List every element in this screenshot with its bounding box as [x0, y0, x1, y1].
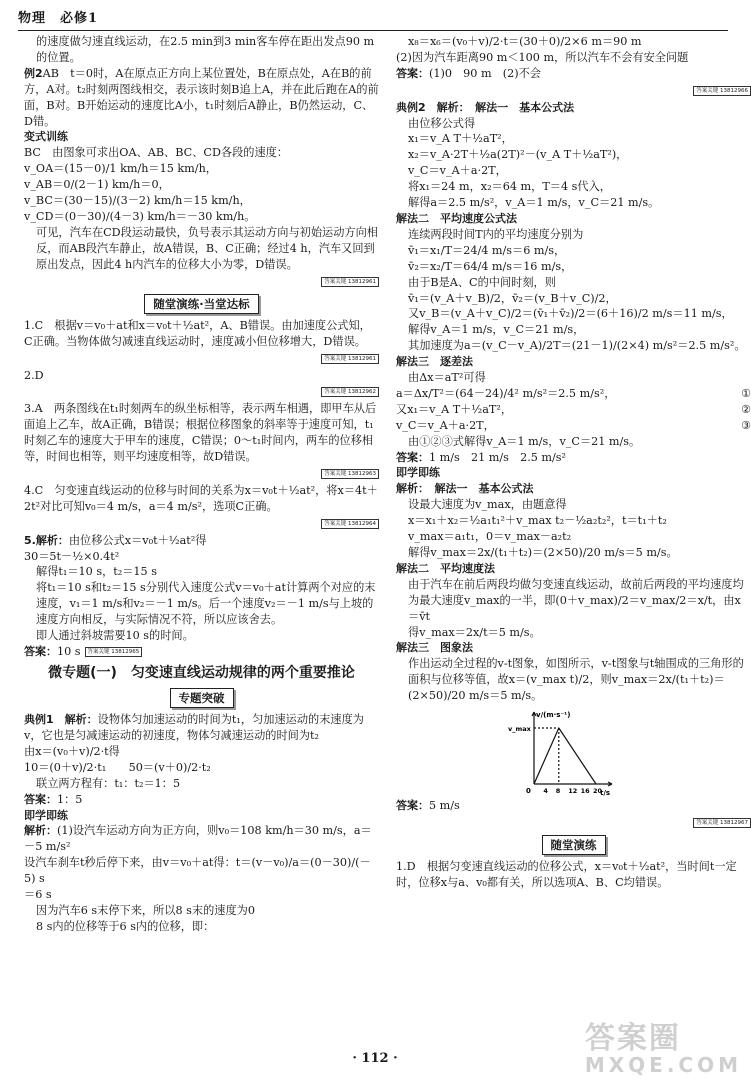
text-line — [396, 163, 751, 179]
line-text: v̄₁＝x₁/T＝24/4 m/s＝6 m/s， — [408, 243, 566, 257]
text-line — [396, 100, 751, 116]
bold-label: 答案： — [24, 792, 57, 806]
line-text: 1.D 根据匀变速直线运动的位移公式，x＝v₀t＋½at²，当时间t一定时，位移x与a、v₀都有关，所以选项A、B、C均错误。 — [396, 860, 737, 890]
origin-label: 0 — [526, 787, 531, 796]
answer-code-row — [24, 516, 379, 532]
line-text: 将x₁＝24 m，x₂＝64 m，T＝4 s代入， — [408, 180, 611, 194]
text-line — [24, 776, 379, 792]
line-text: v̄₂＝x₂/T＝64/4 m/s＝16 m/s， — [408, 259, 573, 273]
line-text: x＝x₁＋x₂＝½a₁t₁²＋v_max t₂－½a₂t₂²，t＝t₁＋t₂ — [408, 514, 667, 528]
line-text: 将t₁＝10 s和t₂＝15 s分别代入速度公式v＝v₀＋at计算两个对应的末速度，v₁＝1 m/s和v₂＝－1 m/s。后一个速度v₂＝－1 m/s与上坡的速度方向相反，与实际情况不符，所以应该舍去。 — [36, 581, 376, 627]
text-line — [396, 577, 751, 625]
text-line — [24, 549, 379, 565]
line-text: BC 由图象可求出OA、AB、BC、CD各段的速度： — [24, 146, 289, 160]
section-banner: 专题突破 — [170, 688, 234, 708]
line-text: 设汽车刹车t秒后停下来，由v＝v₀＋at得：t＝(v－v₀)/a＝(0－30)/(－5) s — [24, 856, 371, 886]
text-line — [396, 497, 751, 513]
text-line — [24, 161, 379, 177]
answer-code-row — [396, 83, 751, 99]
bold-label: 解法三 图象法 — [396, 641, 473, 655]
text-line — [24, 855, 379, 887]
line-text: ＝6 s — [24, 888, 52, 902]
bold-label: 5.解析： — [24, 533, 69, 547]
line-text: 1 m/s 21 m/s 2.5 m/s² — [429, 450, 567, 464]
line-text: 由Δx＝aT²可得 — [408, 371, 486, 385]
bold-label: 答案： — [396, 450, 429, 464]
text-line — [24, 628, 379, 644]
line-text: 5 m/s — [429, 799, 460, 813]
bold-label: 典例2 解析： 解法一 基本公式法 — [396, 100, 575, 114]
answer-code-row — [24, 351, 379, 367]
left-column — [24, 34, 379, 1049]
text-line — [24, 66, 379, 130]
line-text: AB t＝0时，A在原点正方向上某位置处，B在原点处，A在B的前方，A对。t₂时刻两图线相交，表示该时刻B追上A，并在此后跑在A的前面，B对。B开始运动的速度比A小，t₁时刻后A静止，B仍然运动，C、D错。 — [24, 66, 379, 128]
bold-label: 变式训练 — [24, 130, 68, 144]
line-text: 设物体匀加速运动的时间为t₁，匀加速运动的末速度为v，它也是匀减速运动的初速度，物体匀减速运动的时间为t₂ — [24, 713, 364, 742]
text-line — [396, 561, 751, 577]
text-line — [396, 688, 751, 704]
line-text: 解得v_A＝1 m/s，v_C＝21 m/s， — [408, 323, 585, 337]
line-text: 由于B是A、C的中间时刻，则 — [408, 275, 556, 289]
line-text: 作出运动全过程的v-t图象，如图所示，v-t图象与t轴围成的三角形的面积与位移等值，故x＝(v_max t)/2，则v_max＝2x/(t₁＋t₂)＝ — [408, 657, 744, 687]
line-text: 1.C 根据v＝v₀＋at和x＝v₀t＋½at²，A、B错误。由加速度公式知，C正确。当物体做匀减速直线运动时，速度减小但位移增大，D错误。 — [24, 318, 371, 348]
text-line — [396, 147, 751, 163]
line-text: v_CD＝(0－30)/(4－3) km/h＝－30 km/h。 — [24, 209, 256, 223]
answer-code: 答案关键 13812963 — [321, 469, 379, 479]
text-line — [24, 193, 379, 209]
line-text: x₂＝v_A·2T＋½a(2T)²－(v_A T＋½aT²)， — [408, 148, 628, 162]
text-line — [24, 564, 379, 580]
x-tick-label: 4 — [543, 787, 548, 796]
watermark-logo — [585, 1023, 742, 1075]
text-line — [24, 644, 379, 660]
x-tick-label: 8 — [555, 787, 561, 796]
line-text: (1)0 90 m (2)不会 — [429, 66, 541, 80]
line-text: 可见，汽车在CD段运动最快，负号表示其运动方向与初始运动方向相反，而AB段汽车静止，故A错误，B、C正确；经过4 h，汽车又回到原出发点，因此4 h内汽车的位移大小为零，D错误。 — [36, 225, 378, 271]
text-line — [396, 859, 751, 891]
answer-code: 答案关键 13812961 — [321, 354, 379, 364]
x-tick-label: 16 — [580, 787, 590, 796]
text-line — [24, 887, 379, 903]
bold-label: 解析： — [24, 824, 57, 838]
text-line — [396, 450, 751, 466]
line-text: 30＝5t－½×0.4t² — [24, 549, 120, 563]
text-line — [24, 177, 379, 193]
line-text: 10＝(0＋v)/2·t₁ 50＝(v＋0)/2·t₂ — [24, 760, 211, 774]
line-text: 又v_B＝(v_A＋v_C)/2＝(v̄₁＋v̄₂)/2＝(6＋16)/2 m/s＝11 m/s， — [408, 307, 733, 321]
text-line — [24, 760, 379, 776]
line-text: v_AB＝0/(2－1) km/h＝0， — [24, 178, 170, 192]
text-line — [24, 483, 379, 515]
text-line — [396, 275, 751, 291]
text-line — [396, 243, 751, 259]
line-text: 8 s内的位移等于6 s内的位移，即： — [36, 919, 215, 933]
numbered-equation — [396, 402, 751, 418]
equation-number: ① — [741, 386, 751, 400]
text-line — [396, 179, 751, 195]
bold-label: 答案： — [396, 799, 429, 813]
text-line — [396, 656, 751, 688]
line-text: v_max＝a₁t₁，0＝v_max－a₂t₂ — [408, 530, 572, 544]
text-line — [396, 50, 751, 66]
text-line — [24, 919, 379, 935]
header-rule — [18, 30, 728, 31]
answer-code-row — [24, 384, 379, 400]
bold-label: 即学即练 — [24, 808, 68, 822]
answer-code: 答案关键 13812966 — [693, 86, 751, 96]
text-line — [396, 322, 751, 338]
line-text: 解得v_max＝2x/(t₁＋t₂)＝(2×50)/20 m/s＝5 m/s。 — [408, 546, 678, 559]
x-tick-label: 20 — [593, 787, 603, 796]
line-text: x₈＝x₆＝(v₀＋v)/2·t＝(30＋0)/2×6 m＝90 m — [408, 35, 642, 48]
bold-label: 解法二 平均速度公式法 — [396, 211, 517, 225]
text-line — [396, 513, 751, 529]
numbered-equation — [396, 386, 751, 402]
text-line — [24, 225, 379, 273]
text-line — [24, 808, 379, 824]
bold-label: 即学即练 — [396, 466, 440, 480]
line-text: x₁＝v_A T＋½aT²， — [408, 132, 513, 146]
section-banner: 随堂演练·当堂达标 — [144, 294, 258, 314]
text-line — [396, 116, 751, 132]
text-line — [396, 306, 751, 322]
text-line — [396, 259, 751, 275]
text-line — [396, 66, 751, 82]
text-line — [396, 34, 751, 50]
line-text: 联立两方程有：t₁：t₂＝1：5 — [36, 776, 181, 790]
line-text: 因为汽车6 s末停下来，所以8 s末的速度为0 — [36, 903, 255, 917]
bold-label: 答案： — [24, 644, 57, 658]
text-line — [24, 744, 379, 760]
text-line — [396, 434, 751, 450]
line-text: 其加速度为a＝(v_C－v_A)/2T＝(21－1)/(2×4) m/s²＝2.5 m/s²。 — [408, 339, 746, 353]
text-line — [396, 338, 751, 354]
bold-label: 典例1 解析： — [24, 713, 98, 727]
text-line — [24, 533, 379, 549]
page-number: · 112 · — [352, 1051, 398, 1066]
special-topic-title: 微专题(一) 匀变速直线运动规律的两个重要推论 — [48, 664, 355, 681]
line-text: (2×50)/20 m/s＝5 m/s。 — [408, 689, 543, 703]
text-line — [396, 465, 751, 481]
x-tick-label: 12 — [568, 787, 578, 796]
line-text: 1：5 — [57, 792, 83, 806]
text-line — [396, 227, 751, 243]
text-line — [24, 401, 379, 465]
answer-code-row — [24, 466, 379, 482]
bold-label: 答案： — [396, 66, 429, 80]
line-text: 连续两段时间T内的平均速度分别为 — [408, 227, 584, 241]
bold-label: 解析： 解法一 基本公式法 — [396, 482, 534, 496]
equation-number: ② — [741, 402, 751, 416]
bold-label: 解法三 逐差法 — [396, 355, 473, 369]
text-line — [24, 712, 379, 744]
vt-graph — [506, 706, 616, 796]
section-banner: 随堂演练 — [542, 835, 606, 855]
line-text: 解得t₁＝10 s，t₂＝15 s — [36, 565, 157, 579]
line-text: 由位移公式得 — [408, 116, 476, 130]
line-text: v_C＝v_A＋a·2T， — [408, 164, 507, 178]
equation-text: a＝Δx/T²＝(64－24)/4² m/s²＝2.5 m/s²， — [396, 386, 616, 400]
equation-text: 又x₁＝v_A T＋½aT²， — [396, 402, 513, 416]
header-title: 物理 必修1 — [18, 11, 99, 26]
line-text: (2)因为汽车距离90 m＜100 m，所以汽车不会有安全问题 — [396, 50, 689, 64]
text-line — [24, 145, 379, 161]
line-text: 4.C 匀变速直线运动的位移与时间的关系为x＝v₀t＋½at²，将x＝4t＋2t²对比可知v₀＝4 m/s，a＝4 m/s²，选项C正确。 — [24, 483, 378, 513]
text-line — [396, 370, 751, 386]
text-line — [24, 34, 379, 66]
line-text: 3.A 两条图线在t₁时刻两车的纵坐标相等，表示两车相遇，即甲车从后面追上乙车，故A正确，B错误；根据位移图象的斜率等于速度可知，t₁时刻乙车的速度大于甲车的速度，C错误；0～t₁时间内，两车的位移相等，时间也相等，则平均速度相等，故D错误。 — [24, 402, 377, 464]
numbered-equation — [396, 418, 751, 434]
line-text: 由于汽车在前后两段均做匀变速直线运动，故前后两段的平均速度均为最大速度v_max的一半，即(0＋v_max)/2＝v_max/2＝x/t，由x＝v̄t — [408, 577, 744, 623]
answer-code: 答案关键 13812961 — [321, 277, 379, 287]
text-line — [24, 209, 379, 225]
line-text: 由x＝(v₀＋v)/2·t得 — [24, 744, 120, 758]
line-text: 由①②③式解得v_A＝1 m/s，v_C＝21 m/s。 — [408, 434, 641, 448]
y-axis-label: v/(m·s⁻¹) — [536, 711, 571, 720]
text-line — [396, 195, 751, 211]
text-line — [396, 291, 751, 307]
line-text: 2.D — [24, 368, 44, 382]
text-line — [396, 354, 751, 370]
answer-code-row — [24, 274, 379, 290]
vmax-label: v_max — [508, 725, 531, 734]
vt-rise — [534, 728, 559, 784]
line-text: 的速度做匀速直线运动，在2.5 min到3 min客车停在距出发点90 m的位置。 — [36, 35, 375, 64]
text-line — [396, 481, 751, 497]
text-line — [396, 529, 751, 545]
text-line — [24, 580, 379, 628]
text-line — [396, 545, 751, 561]
answer-code: 答案关键 13812967 — [693, 818, 751, 828]
line-text: v̄₁＝(v_A＋v_B)/2，v̄₂＝(v_B＋v_C)/2， — [408, 291, 617, 305]
text-line — [24, 368, 379, 384]
text-line — [396, 211, 751, 227]
text-line — [396, 798, 751, 814]
text-line — [24, 792, 379, 808]
line-text: 得v_max＝2x/t＝5 m/s。 — [408, 625, 541, 639]
watermark-url: MXQE.COM — [584, 1053, 742, 1077]
answer-code: 答案关键 13812965 — [85, 647, 143, 657]
bold-label: 解法二 平均速度法 — [396, 561, 495, 575]
bold-label: 例2 — [24, 66, 43, 80]
equation-text: v_C＝v_A＋a·2T， — [396, 418, 495, 432]
text-line — [396, 625, 751, 641]
text-line — [396, 131, 751, 147]
answer-code: 答案关键 13812962 — [321, 387, 379, 397]
answer-code: 答案关键 13812964 — [321, 519, 379, 529]
line-text: 10 s — [57, 644, 81, 658]
line-text: v_BC＝(30－15)/(3－2) km/h＝15 km/h， — [24, 194, 251, 208]
text-line — [24, 823, 379, 855]
line-text: (1)设汽车运动方向为正方向，则v₀＝108 km/h＝30 m/s，a＝－5 m/s² — [24, 824, 372, 854]
line-text: v_OA＝(15－0)/1 km/h＝15 km/h， — [24, 162, 217, 176]
line-text: 即人通过斜坡需要10 s的时间。 — [36, 629, 194, 643]
vt-fall — [559, 728, 596, 784]
line-text: 解得a＝2.5 m/s²，v_A＝1 m/s，v_C＝21 m/s。 — [408, 196, 660, 210]
x-axis-label: t/s — [600, 789, 611, 798]
equation-number: ③ — [741, 418, 751, 432]
text-line — [396, 640, 751, 656]
text-line — [24, 903, 379, 919]
right-column — [396, 34, 751, 1049]
line-text: 设最大速度为v_max，由题意得 — [408, 498, 567, 512]
answer-code-row — [396, 815, 751, 831]
text-line — [24, 318, 379, 350]
line-text: 由位移公式x＝v₀t＋½at²得 — [68, 533, 207, 547]
text-line — [24, 129, 379, 145]
watermark-text: 答案圈 — [584, 1021, 681, 1056]
